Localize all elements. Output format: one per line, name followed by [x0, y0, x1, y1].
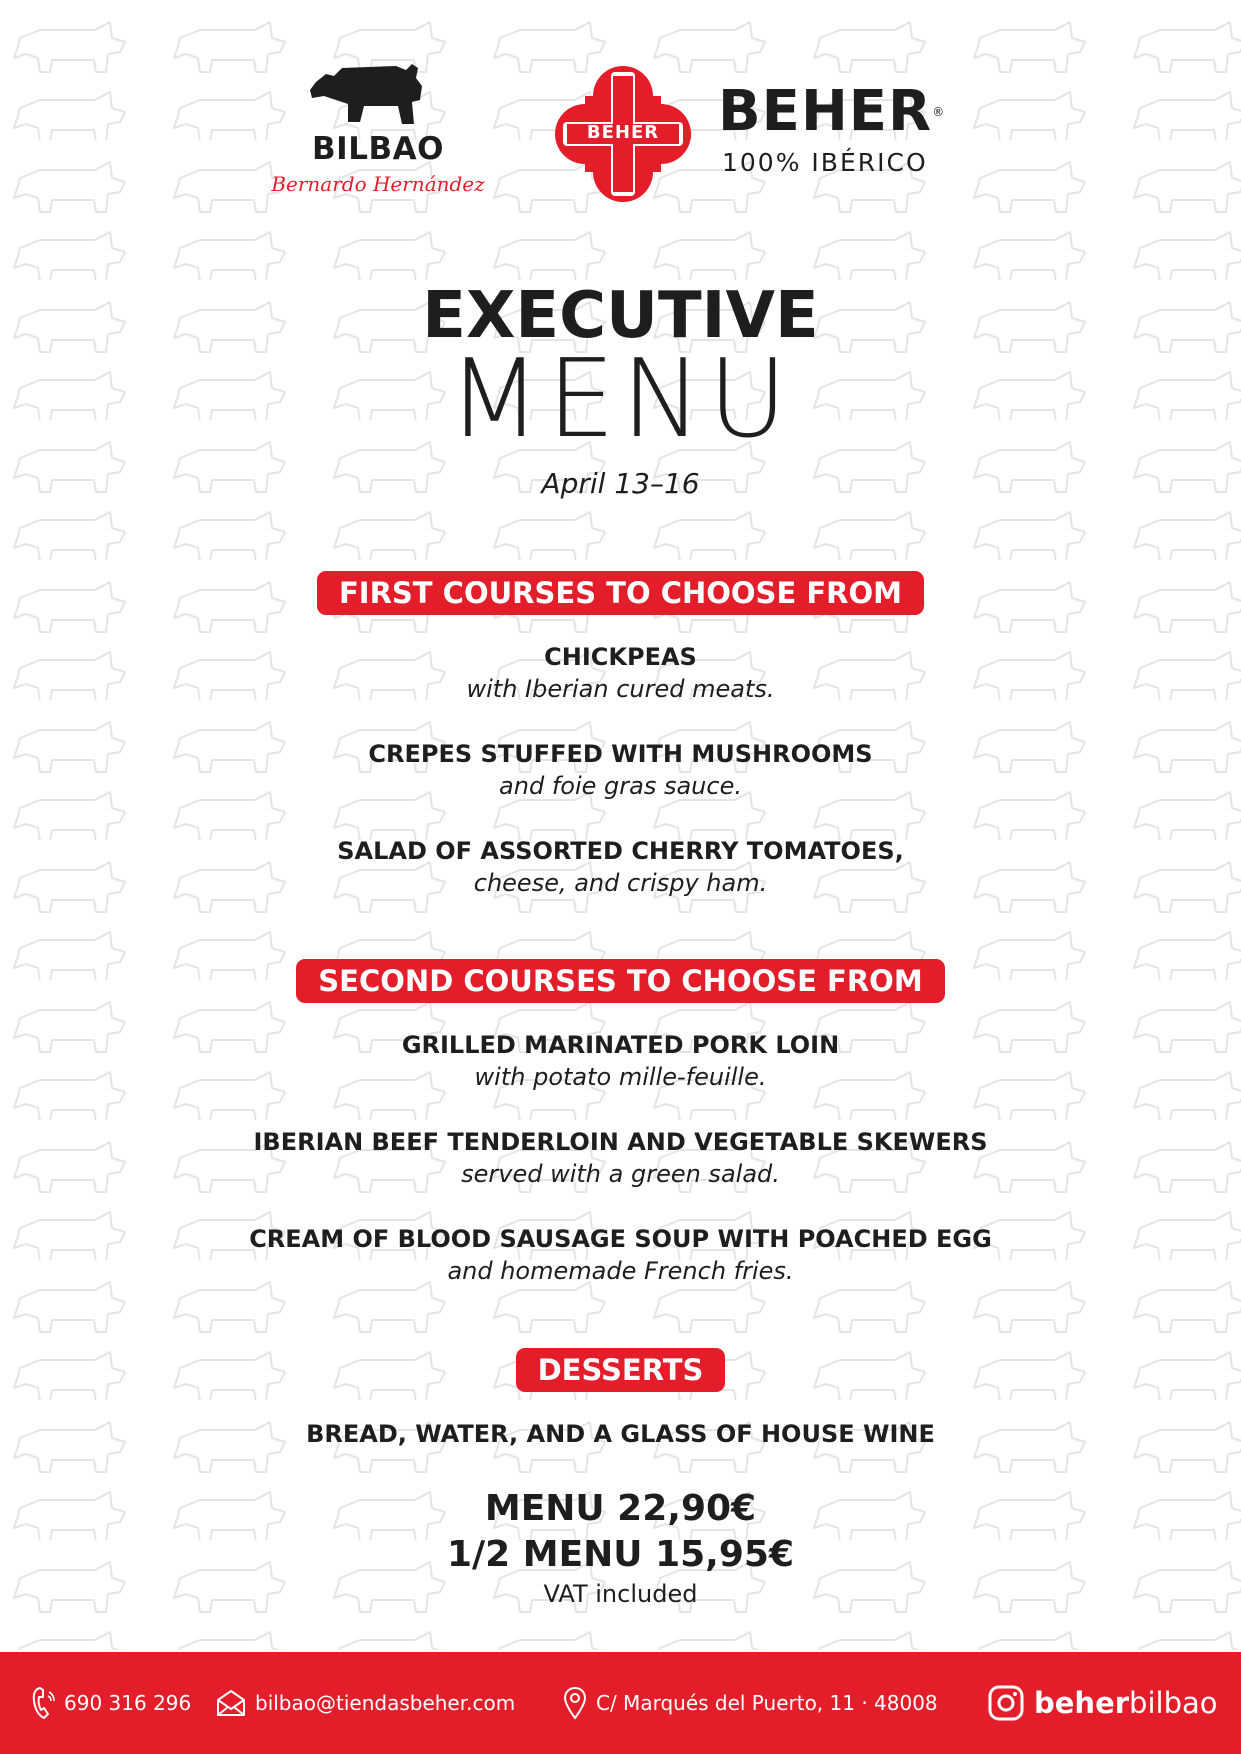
- email-contact[interactable]: [215, 1652, 515, 1754]
- dish-item: [0, 835, 1241, 899]
- location-pin-icon: [562, 1686, 588, 1720]
- street-address: C/ Marqués del Puerto, 11 · 48008: [596, 1691, 938, 1715]
- dish-description: cheese, and crispy ham.: [473, 869, 768, 897]
- desserts-header: [0, 1348, 1241, 1392]
- instagram-handle[interactable]: [988, 1652, 1218, 1754]
- phone-number: 690 316 296: [64, 1691, 192, 1715]
- desserts-label: DESSERTS: [516, 1348, 726, 1392]
- dish-description: and foie gras sauce.: [499, 772, 742, 800]
- beher-wordmark: [718, 80, 978, 144]
- dish-description: and homemade French fries.: [447, 1257, 794, 1285]
- dish-description: served with a green salad.: [461, 1160, 780, 1188]
- dish-item: [0, 1126, 1241, 1190]
- instagram-username: [1034, 1686, 1218, 1720]
- instagram-username-light: bilbao: [1129, 1686, 1218, 1720]
- beher-tagline: 100% IBÉRICO: [722, 148, 928, 177]
- mail-icon: [215, 1688, 247, 1718]
- bilbao-name: BILBAO: [312, 131, 444, 167]
- email-address: bilbao@tiendasbeher.com: [255, 1691, 516, 1715]
- title-executive: EXECUTIVE: [422, 279, 819, 353]
- menu-date: April 13–16: [541, 467, 700, 500]
- first-courses-header: [0, 571, 1241, 615]
- dish-name: CREPES STUFFED WITH MUSHROOMS: [368, 740, 873, 768]
- title-menu: MENU: [447, 337, 794, 462]
- contact-footer: [0, 1652, 1241, 1754]
- first-courses-label: FIRST COURSES TO CHOOSE FROM: [317, 571, 924, 615]
- dish-name: SALAD OF ASSORTED CHERRY TOMATOES,: [337, 837, 904, 865]
- dish-item: [0, 738, 1241, 802]
- bilbao-signature: Bernardo Hernández: [271, 172, 485, 196]
- vat-note: VAT included: [543, 1580, 698, 1608]
- dish-item: [0, 1029, 1241, 1093]
- beher-wordmark-text: BEHER: [718, 79, 933, 144]
- second-courses-label: SECOND COURSES TO CHOOSE FROM: [296, 959, 944, 1003]
- beher-badge-text: BEHER: [586, 122, 660, 143]
- menu-price: MENU 22,90€: [484, 1488, 757, 1529]
- phone-contact[interactable]: [30, 1652, 191, 1754]
- phone-icon: [30, 1685, 56, 1721]
- half-menu-price: 1/2 MENU 15,95€: [446, 1534, 794, 1575]
- dish-name: GRILLED MARINATED PORK LOIN: [401, 1031, 840, 1059]
- dish-description: with potato mille-feuille.: [474, 1063, 767, 1091]
- dish-name: IBERIAN BEEF TENDERLOIN AND VEGETABLE SKEWERS: [253, 1128, 988, 1156]
- pig-icon: [308, 60, 428, 130]
- instagram-username-bold: beher: [1034, 1686, 1130, 1720]
- dish-description: with Iberian cured meats.: [466, 675, 775, 703]
- address-contact[interactable]: [562, 1652, 938, 1754]
- second-courses-header: [0, 959, 1241, 1003]
- bilbao-logo: [268, 56, 488, 216]
- dish-name: CHICKPEAS: [544, 643, 697, 671]
- dish-item: [0, 1223, 1241, 1287]
- extras-line: BREAD, WATER, AND A GLASS OF HOUSE WINE: [306, 1420, 935, 1448]
- registered-mark: ®: [932, 105, 946, 119]
- dish-name: CREAM OF BLOOD SAUSAGE SOUP WITH POACHED EGG: [249, 1225, 992, 1253]
- dish-item: [0, 641, 1241, 705]
- instagram-icon: [988, 1685, 1024, 1721]
